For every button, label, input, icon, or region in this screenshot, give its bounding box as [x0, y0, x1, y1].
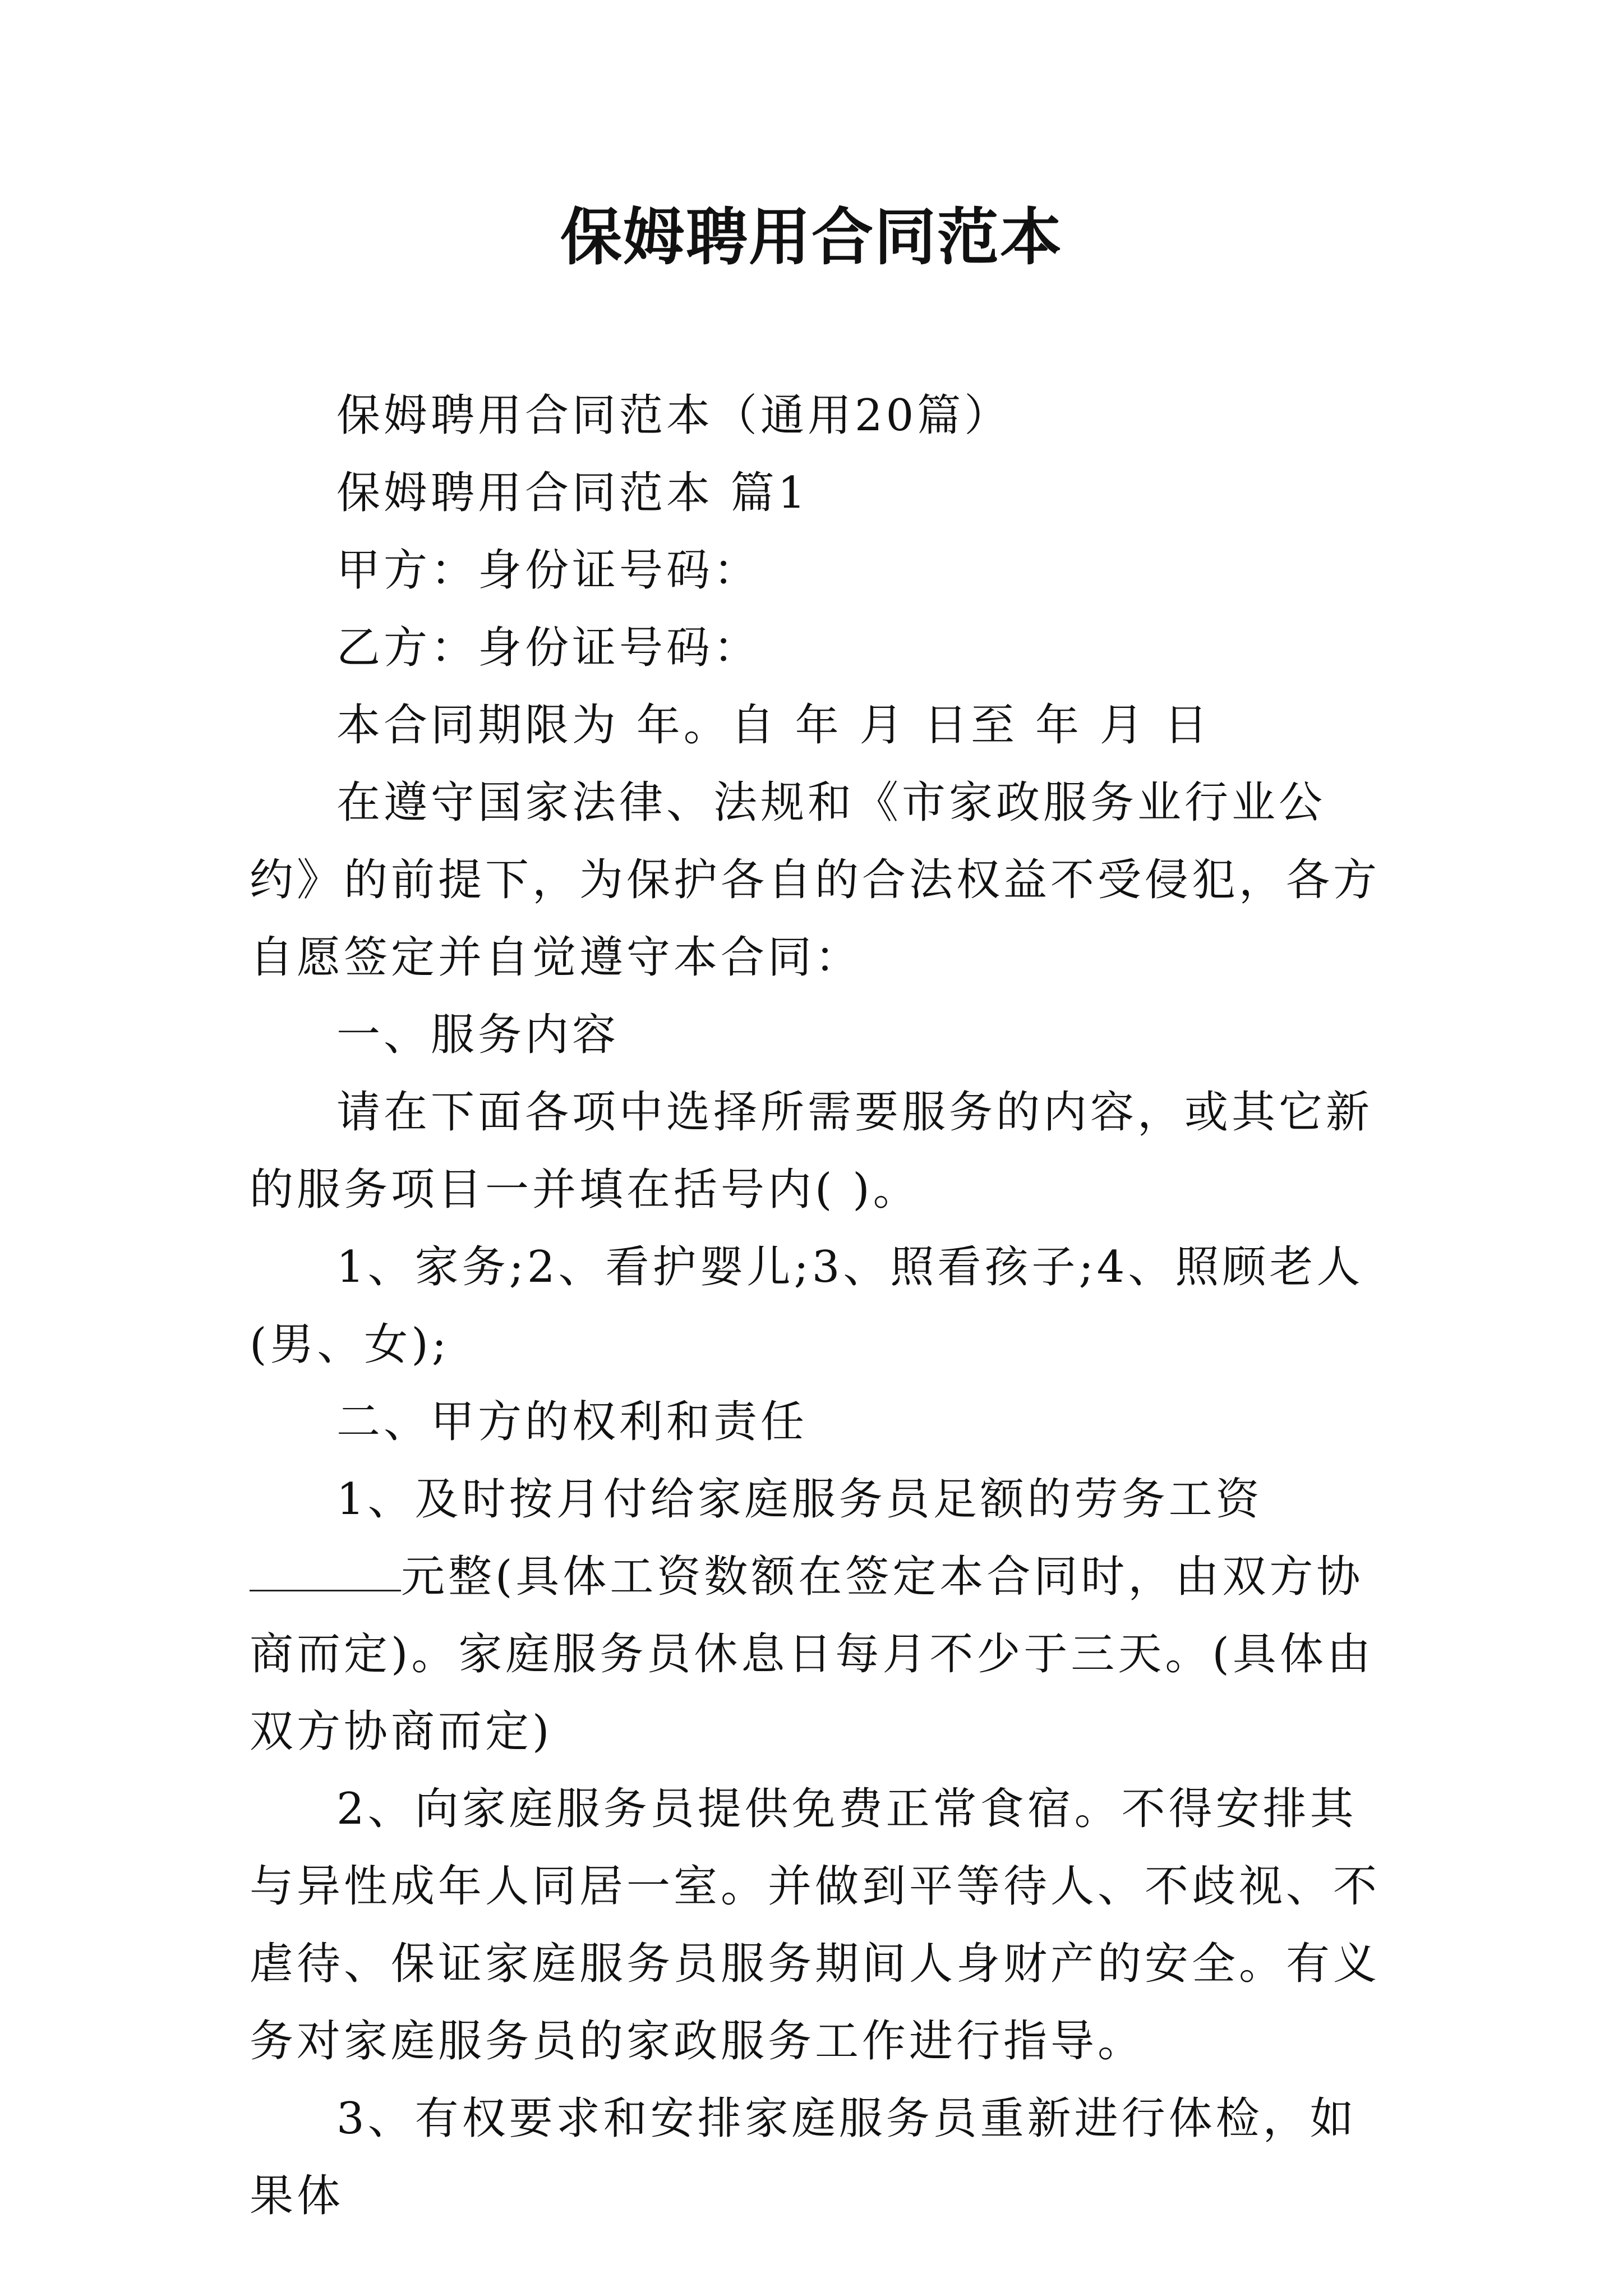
paragraph-wage-clause [250, 1461, 1396, 1770]
paragraph-heading-party-a-rights: 二、甲方的权利和责任 [336, 1397, 808, 1447]
paragraph-service-list: 1、家务;2、看护婴儿;3、照看孩子;4、照顾老人(男、女); [250, 1242, 1364, 1370]
document-title: 保姆聘用合同范本 [560, 201, 1063, 273]
paragraph-service-instructions: 请在下面各项中选择所需要服务的内容，或其它新的服务项目一并填在括号内( )。 [250, 1087, 1373, 1215]
paragraph-party-a: 甲方：身份证号码： [336, 545, 761, 596]
paragraph-medical-clause: 3、有权要求和安排家庭服务员重新进行体检，如果体 [250, 2093, 1357, 2221]
paragraph-heading-service: 一、服务内容 [336, 1010, 620, 1060]
wage-amount-blank [250, 1553, 401, 1591]
wage-clause-text-before: 1、及时按月付给家庭服务员足额的劳务工资 [336, 1474, 1263, 1525]
paragraph-subtitle: 保姆聘用合同范本（通用20篇） [336, 390, 1012, 441]
paragraph-party-b: 乙方：身份证号码： [336, 623, 761, 673]
paragraph-board-clause: 2、向家庭服务员提供免费正常食宿。不得安排其与异性成年人同居一室。并做到平等待人、不歧视、不虐待、保证家庭服务员服务期间人身财产的安全。有义务对家庭服务员的家政服务工作进行指导。 [250, 1784, 1381, 2067]
wage-clause-text-after: 元整(具体工资数额在签定本合同时，由双方协商而定)。家庭服务员休息日每月不少于三天。(具体由双方协商而定) [250, 1552, 1374, 1757]
paragraph-section-heading: 保姆聘用合同范本 篇1 [336, 468, 809, 518]
paragraph-preamble: 在遵守国家法律、法规和《市家政服务业行业公约》的前提下，为保护各自的合法权益不受侵犯，各方自愿签定并自觉遵守本合同： [250, 777, 1381, 983]
document-body [250, 377, 1396, 2235]
paragraph-contract-term: 本合同期限为 年。自 年 月 日至 年 月 日 [336, 700, 1211, 751]
